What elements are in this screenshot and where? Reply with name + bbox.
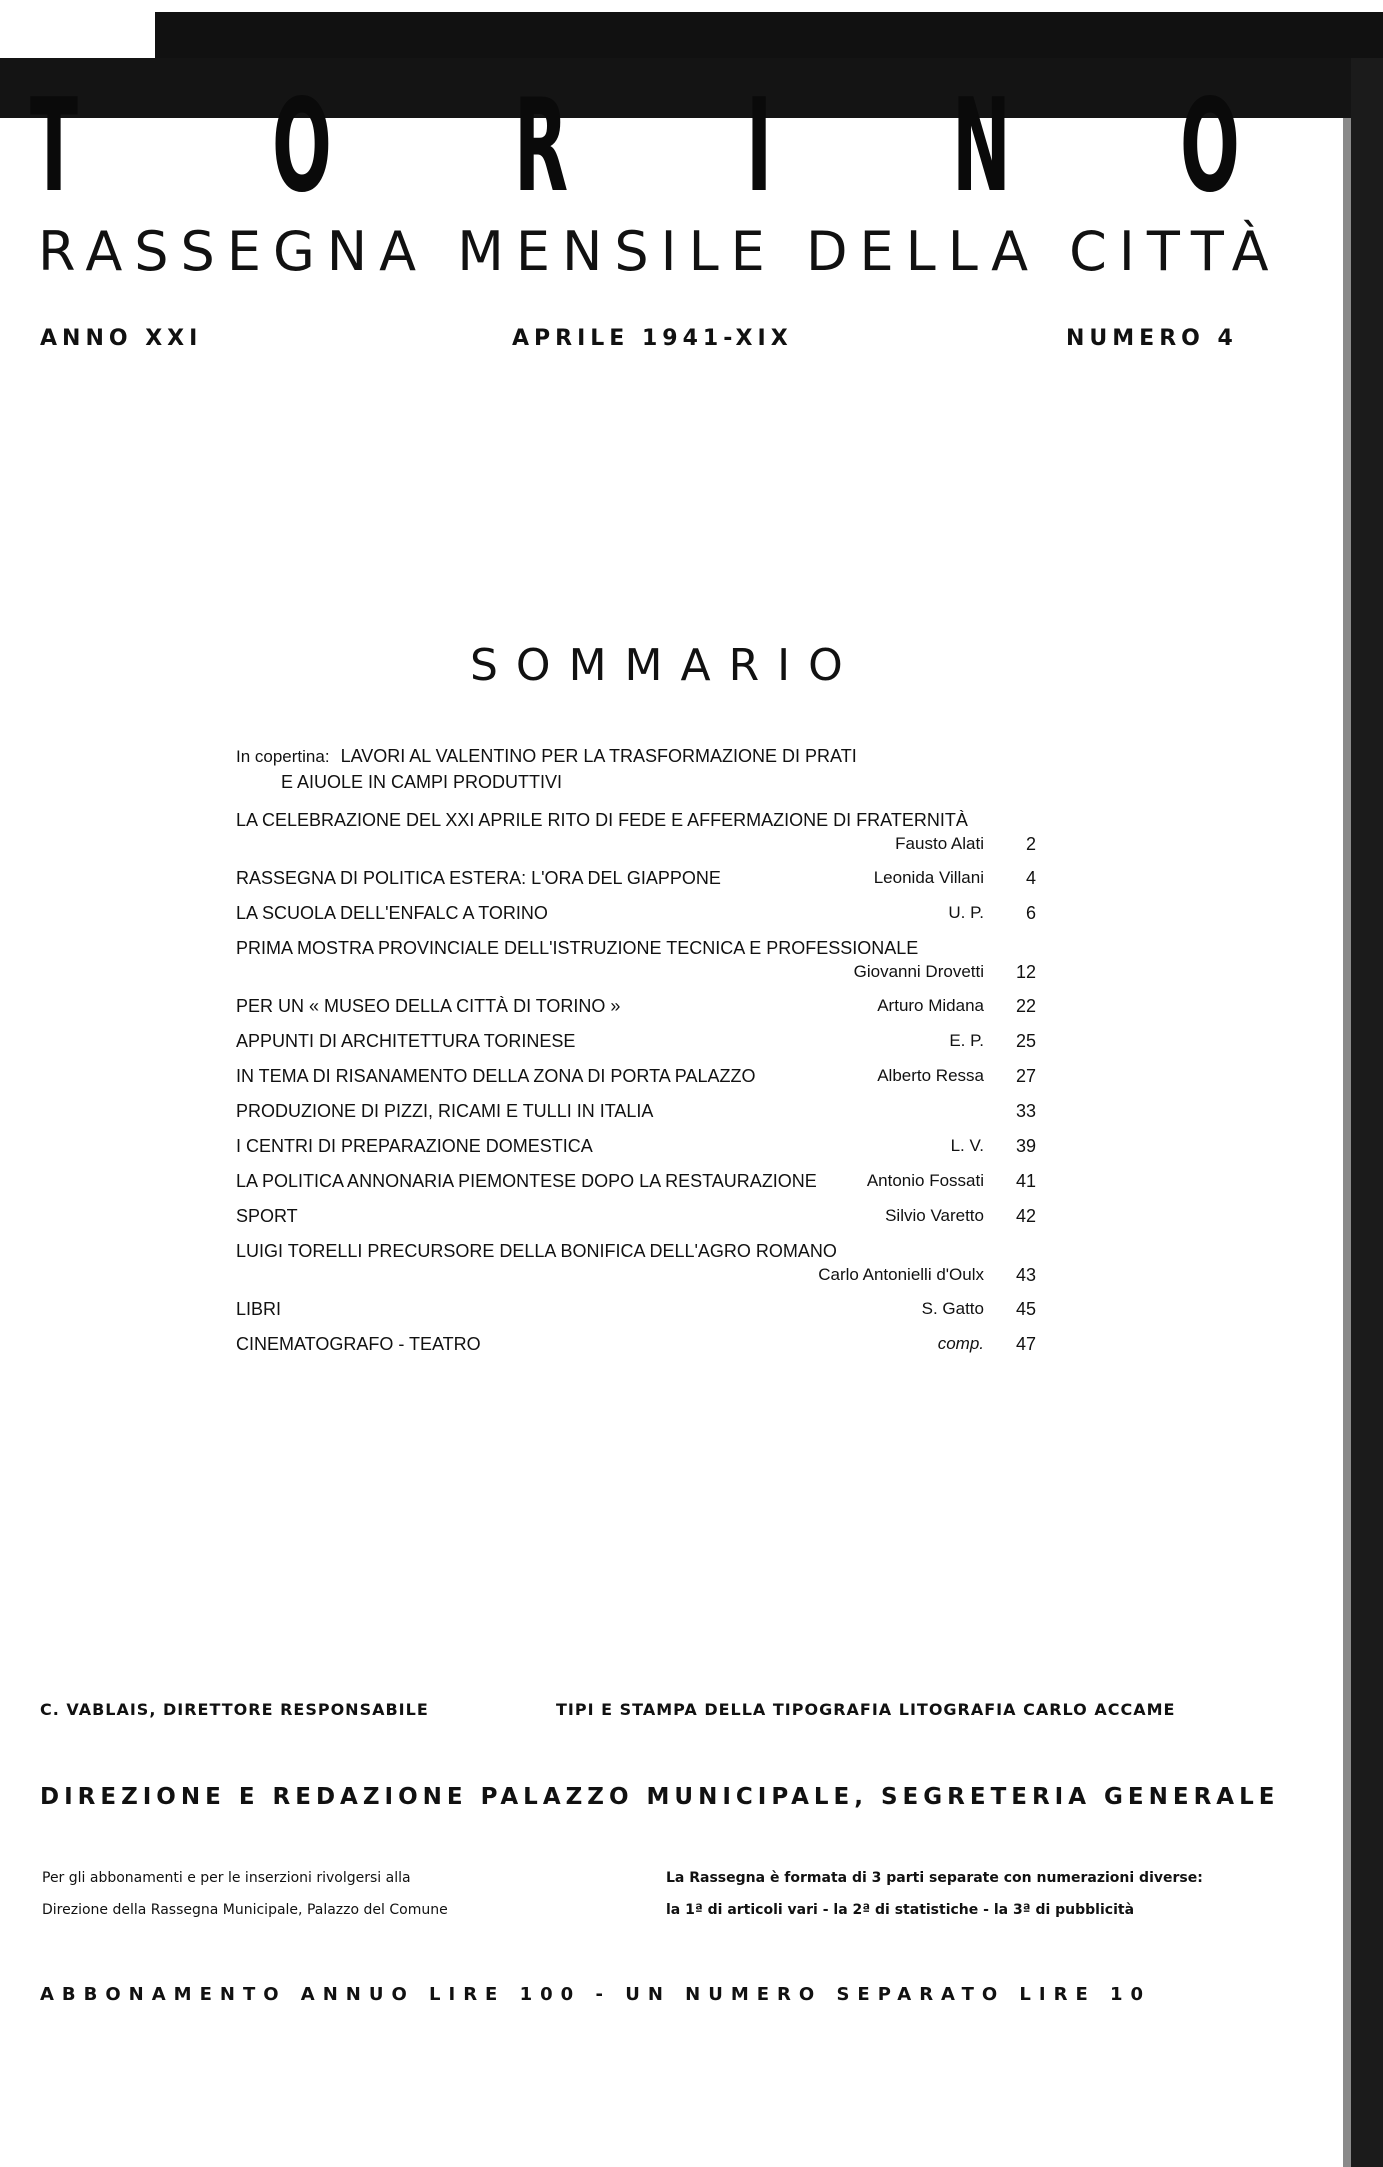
cover-note	[236, 746, 1036, 772]
toc-entry-author: Carlo Antonielli d'Oulx	[818, 1265, 984, 1284]
toc-entry-page: 25	[1015, 1031, 1036, 1051]
toc-entry-page: 2	[1025, 834, 1036, 854]
director-credit: C. VABLAIS, DIRETTORE RESPONSABILE	[40, 1700, 429, 1719]
toc-entry-page: 22	[1015, 996, 1036, 1016]
toc-entry	[236, 1136, 1036, 1171]
toc-entry-author: Giovanni Drovetti	[853, 962, 984, 981]
cover-label: In copertina:	[236, 747, 330, 766]
toc-entry-page: 45	[1015, 1299, 1036, 1319]
issue-year: ANNO XXI	[40, 326, 203, 351]
toc-entry-title: I CENTRI DI PREPARAZIONE DOMESTICA	[236, 1136, 593, 1156]
masthead-letter: O	[1180, 72, 1240, 221]
toc-entry-title: RASSEGNA DI POLITICA ESTERA: L'ORA DEL GIAPPONE	[236, 868, 721, 888]
toc-entry-author: Alberto Ressa	[877, 1066, 984, 1085]
toc-entry-page: 27	[1015, 1066, 1036, 1086]
toc-entry-title: LUIGI TORELLI PRECURSORE DELLA BONIFICA DELL'AGRO ROMANO	[236, 1241, 837, 1261]
price-line: ABBONAMENTO ANNUO LIRE 100 - UN NUMERO SEPARATO LIRE 10	[40, 1984, 1152, 2005]
toc-entry-title: LIBRI	[236, 1299, 282, 1319]
parts-info-line: la 1ª di articoli vari - la 2ª di statistiche - la 3ª di pubblicità	[666, 1902, 1135, 1918]
toc-entry-author: Leonida Villani	[873, 868, 984, 887]
masthead-subtitle: RASSEGNA MENSILE DELLA CITTÀ	[38, 220, 1281, 283]
cover-text: E AIUOLE IN CAMPI PRODUTTIVI	[281, 772, 563, 792]
toc-entry-author: comp.	[937, 1334, 984, 1353]
toc-entry-author: Antonio Fossati	[866, 1171, 984, 1190]
toc-entry	[236, 810, 1036, 868]
toc-entry-author: Fausto Alati	[895, 834, 984, 853]
toc-entry-author: U. P.	[948, 903, 984, 922]
toc-entry-title: APPUNTI DI ARCHITETTURA TORINESE	[236, 1031, 576, 1051]
masthead-letter: O	[272, 72, 332, 221]
toc-entry-title: PRODUZIONE DI PIZZI, RICAMI E TULLI IN ITALIA	[236, 1101, 654, 1121]
toc-entry-title: LA POLITICA ANNONARIA PIEMONTESE DOPO LA RESTAURAZIONE	[236, 1171, 817, 1191]
toc-entry	[236, 1241, 1036, 1299]
table-of-contents	[236, 746, 1036, 1369]
direzione-line: DIREZIONE E REDAZIONE PALAZZO MUNICIPALE, SEGRETERIA GENERALE	[40, 1784, 1280, 1810]
toc-entry-page: 12	[1015, 962, 1036, 982]
toc-entry-author: L. V.	[950, 1136, 984, 1155]
sommario-heading: SOMMARIO	[470, 640, 861, 691]
toc-entry	[236, 1334, 1036, 1369]
cover-text: LAVORI AL VALENTINO PER LA TRASFORMAZIONE DI PRATI	[340, 746, 857, 766]
toc-entry-author: S. Gatto	[921, 1299, 984, 1318]
toc-entry-author: Silvio Varetto	[885, 1206, 984, 1225]
toc-entry-page: 6	[1025, 903, 1036, 923]
masthead-letter: N	[952, 72, 1011, 221]
masthead-letter: R	[514, 72, 569, 221]
scan-border-right-shadow	[1343, 118, 1351, 2167]
toc-entries	[236, 810, 1036, 1369]
toc-entry	[236, 1066, 1036, 1101]
toc-entry	[236, 1171, 1036, 1206]
toc-entry-page: 47	[1015, 1334, 1036, 1354]
masthead-title	[30, 72, 1250, 221]
toc-entry-title: PER UN « MUSEO DELLA CITTÀ DI TORINO »	[236, 996, 621, 1016]
masthead-letter: I	[746, 72, 773, 221]
toc-entry	[236, 903, 1036, 938]
toc-entry-author: E. P.	[949, 1031, 984, 1050]
toc-entry	[236, 1206, 1036, 1241]
subscription-info-line: Direzione della Rassegna Municipale, Palazzo del Comune	[42, 1902, 448, 1918]
toc-entry-page: 4	[1025, 868, 1036, 888]
toc-entry-page: 33	[1015, 1101, 1036, 1121]
subscription-info-line: Per gli abbonamenti e per le inserzioni rivolgersi alla	[42, 1870, 411, 1886]
toc-entry-title: LA SCUOLA DELL'ENFALC A TORINO	[236, 903, 548, 923]
toc-entry-title: LA CELEBRAZIONE DEL XXI APRILE RITO DI FEDE E AFFERMAZIONE DI FRATERNITÀ	[236, 810, 968, 830]
scan-border-right	[1351, 58, 1383, 2167]
issue-number: NUMERO 4	[1066, 326, 1238, 351]
toc-entry	[236, 1101, 1036, 1136]
toc-entry-page: 39	[1015, 1136, 1036, 1156]
masthead-letter: T	[30, 72, 79, 221]
toc-entry-page: 42	[1015, 1206, 1036, 1226]
toc-entry-page: 41	[1015, 1171, 1036, 1191]
toc-entry	[236, 996, 1036, 1031]
toc-entry-title: PRIMA MOSTRA PROVINCIALE DELL'ISTRUZIONE TECNICA E PROFESSIONALE	[236, 938, 919, 958]
toc-entry	[236, 938, 1036, 996]
toc-entry	[236, 1299, 1036, 1334]
parts-info-line: La Rassegna è formata di 3 parti separate con numerazioni diverse:	[666, 1870, 1203, 1886]
toc-entry-author: Arturo Midana	[877, 996, 984, 1015]
cover-note-continuation	[236, 772, 1036, 810]
issue-date: APRILE 1941-XIX	[512, 326, 793, 351]
toc-entry-page: 43	[1015, 1265, 1036, 1285]
printer-credit: TIPI E STAMPA DELLA TIPOGRAFIA LITOGRAFIA CARLO ACCAME	[556, 1700, 1176, 1719]
toc-entry-title: SPORT	[236, 1206, 298, 1226]
toc-entry	[236, 868, 1036, 903]
toc-entry	[236, 1031, 1036, 1066]
toc-entry-title: CINEMATOGRAFO - TEATRO	[236, 1334, 481, 1354]
toc-entry-title: IN TEMA DI RISANAMENTO DELLA ZONA DI PORTA PALAZZO	[236, 1066, 756, 1086]
